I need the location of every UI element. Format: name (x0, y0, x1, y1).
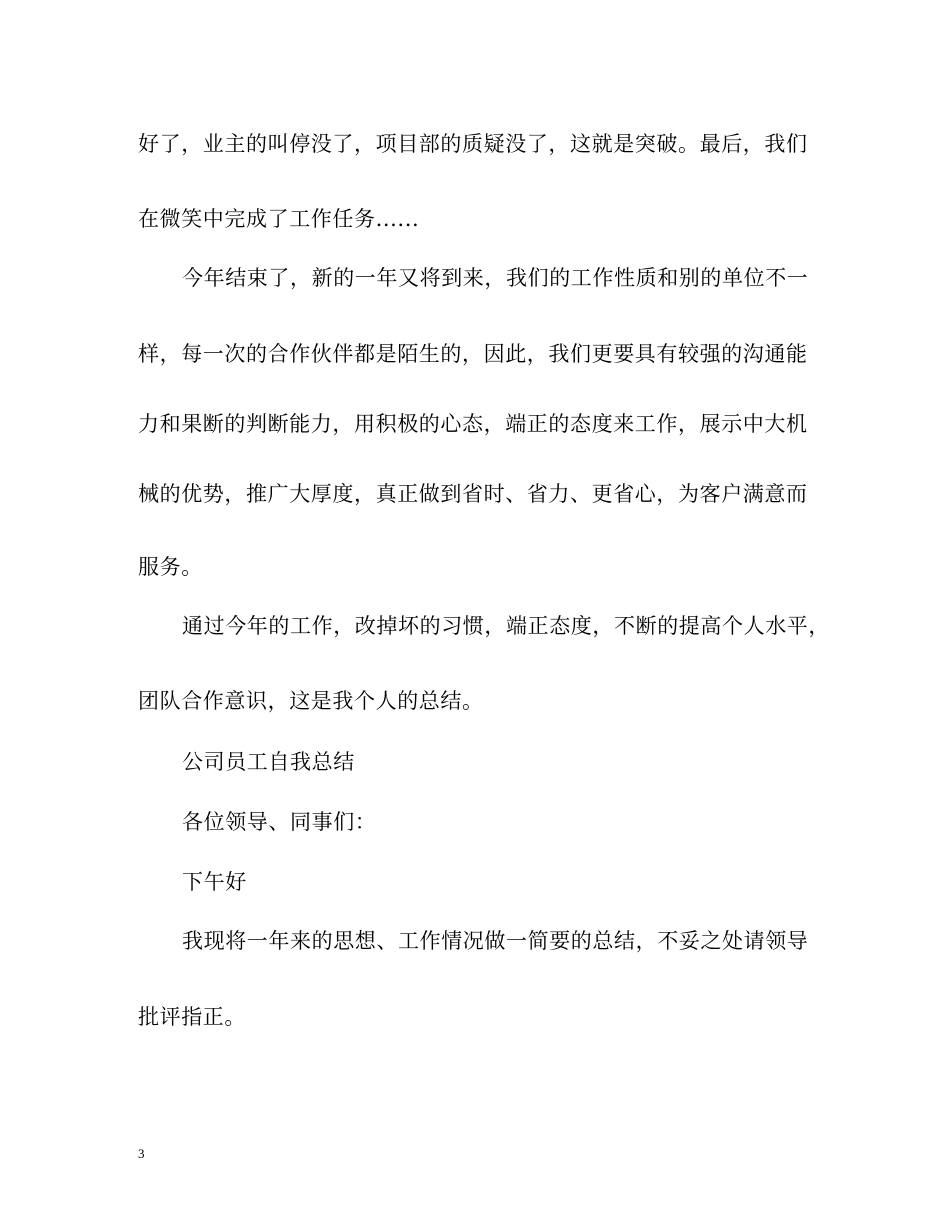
salutation: 各位领导、同事们： (182, 810, 377, 834)
paragraph-line: 今年结束了，新的一年又将到来，我们的工作性质和别的单位不一 (182, 266, 809, 290)
paragraph-line: 好了，业主的叫停没了，项目部的质疑没了，这就是突破。最后，我们 (138, 132, 808, 156)
paragraph-line: 服务。 (138, 555, 203, 579)
paragraph-line: 团队合作意识，这是我个人的总结。 (138, 689, 484, 713)
paragraph-line: 械的优势，推广大厚度，真正做到省时、省力、更省心，为客户满意而 (138, 482, 808, 506)
page-number: 3 (138, 1146, 145, 1161)
paragraph-line: 力和果断的判断能力，用积极的心态，端正的态度来工作，展示中大机 (138, 412, 808, 436)
paragraph-line: 通过今年的工作，改掉坏的习惯，端正态度，不断的提高个人水平， (182, 614, 830, 638)
paragraph-line: 在微笑中完成了工作任务...... (138, 207, 420, 231)
paragraph-line: 我现将一年来的思想、工作情况做一简要的总结，不妥之处请领导 (182, 929, 809, 953)
section-heading: 公司员工自我总结 (182, 750, 355, 774)
paragraph-line: 批评指正。 (138, 1005, 246, 1029)
greeting: 下午好 (182, 870, 247, 894)
paragraph-line: 样，每一次的合作伙伴都是陌生的，因此，我们更要具有较强的沟通能 (138, 342, 808, 366)
